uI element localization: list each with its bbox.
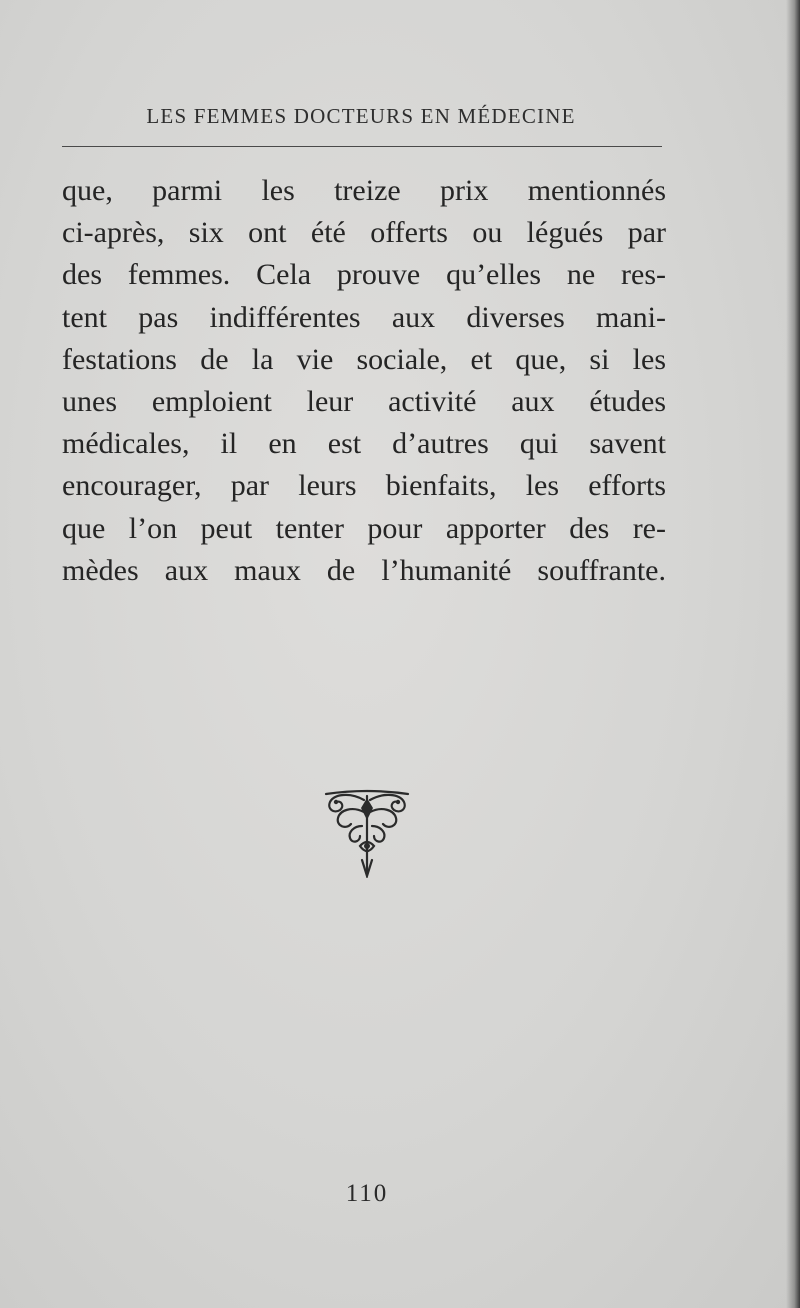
text-line: mèdes aux maux de l’humanité souffrante. bbox=[62, 553, 666, 587]
text-line: festations de la vie sociale, et que, si les bbox=[62, 342, 666, 376]
text-line: que, parmi les treize prix mentionnés bbox=[62, 174, 666, 207]
page-edge-shadow bbox=[786, 0, 800, 1308]
text-line: unes emploient leur activité aux études bbox=[62, 385, 666, 419]
text-line: que l’on peut tenter pour apporter des re- bbox=[62, 511, 666, 545]
body-text bbox=[62, 170, 666, 592]
fleuron-ornament-icon bbox=[320, 786, 414, 878]
text-line: ci-après, six ont été offerts ou légués par bbox=[62, 216, 666, 250]
page-number: 110 bbox=[345, 1180, 389, 1207]
header-rule bbox=[62, 146, 662, 147]
text-line: médicales, il en est d’autres qui savent bbox=[62, 427, 666, 461]
text-line: tent pas indifférentes aux diverses mani- bbox=[62, 300, 666, 334]
text-line: encourager, par leurs bienfaits, les efforts bbox=[62, 469, 666, 503]
running-head: LES FEMMES DOCTEURS EN MÉDECINE bbox=[146, 104, 576, 128]
text-line: des femmes. Cela prouve qu’elles ne res- bbox=[62, 258, 666, 292]
